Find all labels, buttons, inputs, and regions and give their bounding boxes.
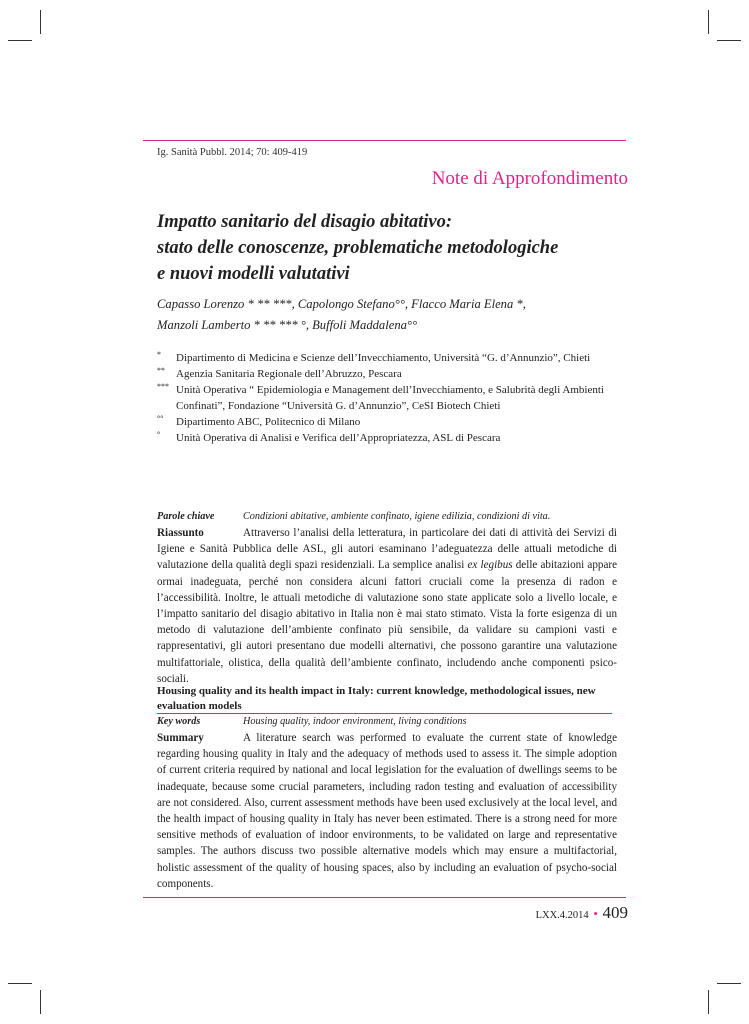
italian-keywords [157,510,617,524]
crop-mark [40,10,41,34]
english-keywords [157,715,617,729]
affiliation [157,350,617,366]
affiliations [157,350,617,446]
issue-label: LXX.4.2014 [535,910,589,921]
crop-mark [708,990,709,1014]
english-title-rule [157,713,612,714]
summary-italic-term: ex legibus [467,559,513,572]
affiliation-text: Unità Operativa “ Epidemiologia e Management dell’Invecchiamento, e Salubrità degli Ambienti Confinati”, Fondazione “Università G. d’Annunzio”, CeSI Biotech Chieti [176,384,604,412]
summary-label: Summary [157,732,204,744]
affiliation-text: Unità Operativa di Analisi e Verifica dell’Appropriatezza, ASL di Pescara [176,432,501,444]
keywords-text: Housing quality, indoor environment, living conditions [243,716,467,727]
title-line: Impatto sanitario del disagio abitativo: [157,212,452,232]
page-footer [536,903,628,923]
english-title: Housing quality and its health impact in Italy: current knowledge, methodological issues, new evaluation models [157,685,596,712]
affiliation [157,414,617,430]
italian-summary [157,525,617,687]
keywords-label: Key words [157,716,201,727]
crop-mark [8,983,32,984]
affiliation-text: Dipartimento ABC, Politecnico di Milano [176,416,361,428]
affiliation [157,430,617,446]
title-line: stato delle conoscenze, problematiche metodologiche [157,238,559,258]
authors-line: Manzoli Lamberto * ** *** °, Buffoli Maddalena°° [157,318,417,332]
article-title [157,209,617,287]
footer-bullet: • [593,906,598,921]
affiliation-mark: °° [157,414,164,423]
footer-rule [143,897,626,898]
affiliation-mark: ° [157,430,161,439]
header-rule [143,140,626,141]
authors [157,294,617,336]
affiliation-text: Agenzia Sanitaria Regionale dell’Abruzzo, Pescara [176,368,402,380]
keywords-text: Condizioni abitative, ambiente confinato, igiene edilizia, condizioni di vita. [243,511,551,522]
page-number: 409 [602,903,628,922]
english-summary [157,730,617,892]
keywords-label: Parole chiave [157,511,215,522]
affiliation-mark: ** [157,366,165,375]
affiliation-text: Dipartimento di Medicina e Scienze dell’Invecchiamento, Università “G. d’Annunzio”, Chieti [176,352,591,364]
affiliation-mark: * [157,350,161,359]
crop-mark [717,983,741,984]
summary-text: A literature search was performed to evaluate the current state of knowledge regarding housing quality in Italy and the adequacy of methods used to assess it. The simple adoption of current criteria required by national and local legislation for the evaluation of dwellings seems to be inadequate, because some crucial parameters, including radon testing and evaluation of accessibility are not considered. Also, current assessment methods have been used exclusively at the local level, and the health impact of housing quality in Italy has never been estimated. There is a strong need for more sensitive methods of evaluation of indoor environments, to be validated on large and representative samples. The authors discuss two possible alternative models which may ensure a multifactorial, holistic assessment of the quality of housing spaces, also by including an evaluation of psycho-social components. [157,732,617,890]
crop-mark [8,40,32,41]
affiliation [157,366,617,382]
journal-reference: Ig. Sanità Pubbl. 2014; 70: 409-419 [157,147,308,158]
summary-text: delle abitazioni appare ormai inadeguata, perché non considera alcuni fattori cruciali come la presenza di radon e l’accessibilità. Inoltre, le attuali metodiche di valutazione sono state applicate solo a livello locale, e l’impatto sanitario del disagio abitativo in Italia non è mai stato stimato. Vista la forte esigenza di un metodo di valutazione dell’ambiente confinato più sensibile, da validare su campioni vasti e rappresentativi, gli autori presentano due modelli alternativi, che possono garantire una valutazione multifattoriale, olistica, della qualità dell’ambiente confinato, includendo anche componenti psico-sociali. [157,559,617,685]
authors-line: Capasso Lorenzo * ** ***, Capolongo Stefano°°, Flacco Maria Elena *, [157,297,526,311]
crop-mark [708,10,709,34]
summary-label: Riassunto [157,527,204,539]
summary-text: Attraverso l’analisi della letteratura, in particolare dei dati di attività dei Servizi di Igiene e Sanità Pubblica delle ASL, gli autori esaminano l’adeguatezza delle attuali metodiche di valutazione della qualità degli spazi residenziali. La semplice analisi [157,527,617,572]
affiliation-mark: *** [157,382,169,391]
title-line: e nuovi modelli valutativi [157,264,350,284]
crop-mark [717,40,741,41]
section-title: Note di Approfondimento [431,168,628,189]
crop-mark [40,990,41,1014]
affiliation [157,382,617,414]
